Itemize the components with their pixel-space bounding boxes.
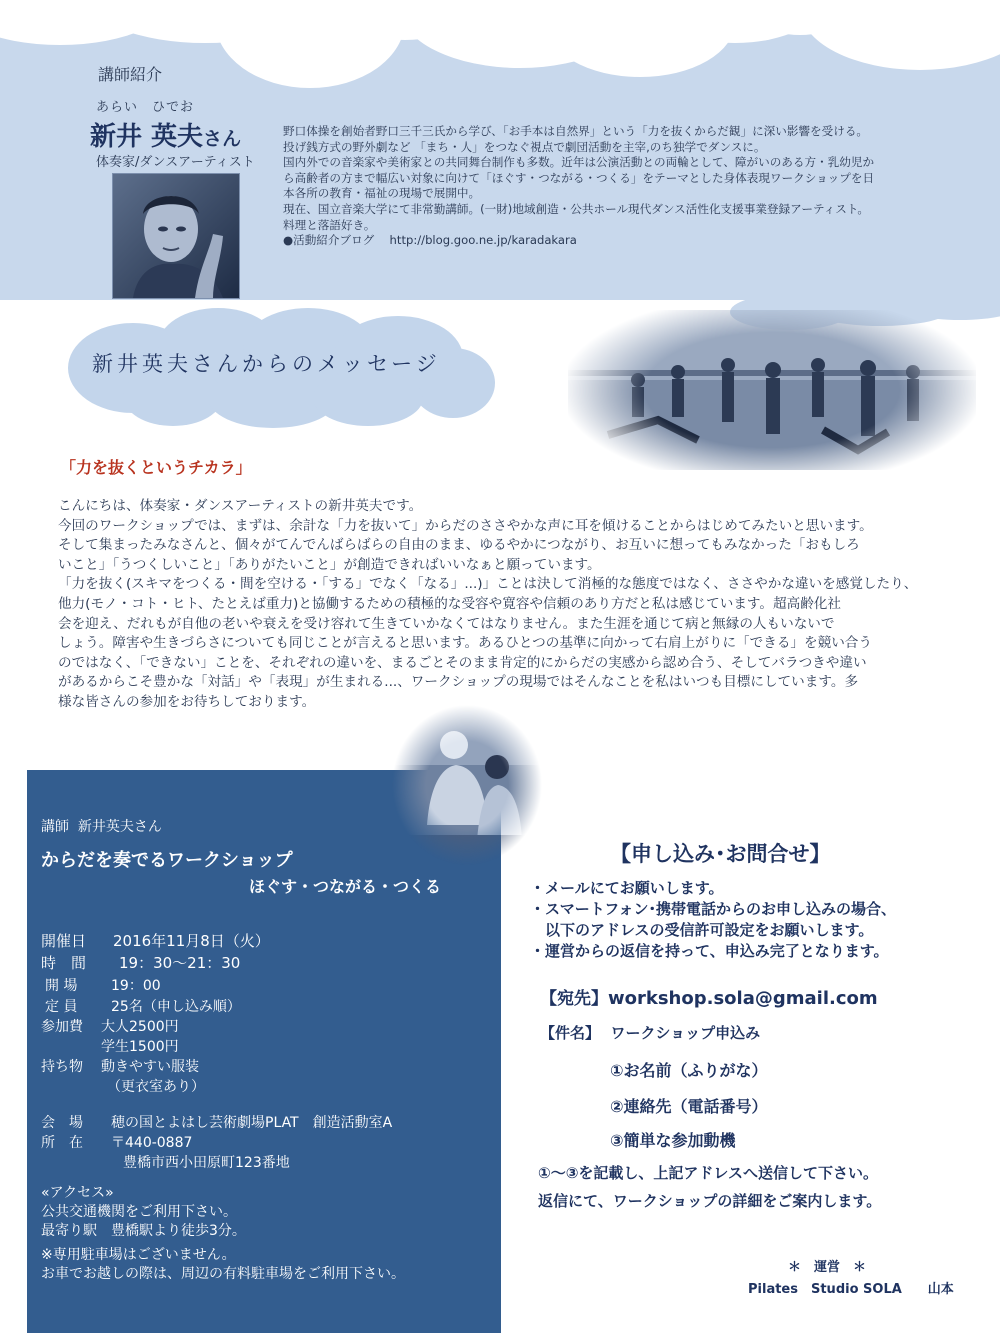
apply-line: ・スマートフォン･携帯電話からのお申し込みの場合、 [530, 900, 897, 918]
bio-line: 野口体操を創始者野口三千三氏から学び、「お手本は自然界」という「力を抜くからだ観」に深い影響を受ける。 [283, 124, 869, 138]
event-access [41, 1184, 246, 1241]
event-parking [41, 1246, 405, 1284]
event-open [45, 975, 161, 995]
message-line: 今回のワークショップでは、まずは、余計な「力を抜いて」からだのささやかな声に耳を傾けることからはじめてみたいと思います。 [58, 517, 873, 534]
instructor-bio [283, 124, 973, 249]
event-capacity-value: 25名（申し込み順） [111, 999, 241, 1015]
instructor-honorific: さん [203, 128, 242, 150]
event-time-label: 時 間 [41, 954, 87, 972]
message-body [58, 497, 958, 713]
event-time-value: 19：30～21：30 [119, 954, 241, 972]
workshop-photo-icon [568, 310, 976, 470]
event-fee [41, 1016, 179, 1036]
event-instructor-label: 講師 [41, 819, 69, 835]
event-date-value: 2016年11月8日（火） [113, 932, 270, 950]
message-line: 様な皆さんの参加をお待ちしております。 [58, 693, 316, 710]
apply-item: ③簡単な参加動機 [610, 1131, 736, 1150]
message-line: があるからこそ豊かな「対話」や「表現」が生まれる...、ワークショップの現場ではそんなことを私はいつも目標にしています。多 [58, 674, 859, 691]
participants-photo [392, 705, 542, 865]
apply-note: 返信にて、ワークショップの詳細をご案内します。 [538, 1192, 882, 1210]
event-time [41, 952, 240, 973]
message-line: 「力を抜く(スキマをつくる・間を空ける・「する」でなく「なる」...)」ことは決して消極的な態度ではなく、ささやかな違いを感覚したり、 [58, 576, 918, 593]
apply-item: ②連絡先（電話番号） [610, 1097, 768, 1116]
apply-address [540, 984, 878, 1009]
event-instructor-name: 新井英夫さん [77, 819, 162, 835]
message-line: いこと」「うつくしいこと」「ありがたいこと」が創造できればいいなぁと願っています。 [58, 556, 601, 573]
event-subtitle: ほぐす・つながる・つくる [249, 877, 442, 896]
event-date [41, 930, 270, 951]
apply-title: 【申し込み･お問合せ】 [610, 842, 831, 866]
event-open-value: 19：00 [111, 978, 161, 994]
instructor-furigana: あらい ひでお [96, 100, 195, 115]
apply-line: ・メールにてお願いします。 [530, 879, 724, 897]
apply-subject-value: ワークショップ申込み [610, 1024, 761, 1042]
event-bring-value: 動きやすい服装 [101, 1059, 199, 1075]
message-line: しょう。障害や生きづらさについても同じことが言えると思います。あるひとつの基準に向かって右肩上がりに「できる」を競い合う [58, 635, 872, 652]
blog-link[interactable]: ●活動紹介ブログ http://blog.goo.ne.jp/karadakara [283, 233, 577, 248]
event-bring-label: 持ち物 [41, 1059, 83, 1075]
event-bring-note: （更衣室あり） [107, 1079, 205, 1095]
parking-line: お車でお越しの際は、周辺の有料駐車場をご利用下さい。 [41, 1266, 405, 1282]
event-bring [41, 1056, 199, 1076]
event-instructor [41, 816, 162, 836]
apply-line: ・運営からの返信を持って、申込み完了となります。 [530, 942, 889, 960]
apply-subject [540, 1022, 760, 1043]
event-address-label: 所 在 [41, 1135, 83, 1151]
access-line: 公共交通機関をご利用下さい。 [41, 1204, 237, 1220]
event-postal: 〒440-0887 [111, 1135, 193, 1151]
instructor-portrait [112, 173, 240, 299]
message-line: のではなく、「できない」ことを、それぞれの違いを、まるごとそのまま肯定的にからだの実感から認め合う、そしてバラつきや違い [58, 654, 867, 671]
workshop-photo [568, 310, 976, 470]
instructor-name [90, 116, 241, 153]
event-address-street: 豊橋市西小田原町123番地 [123, 1155, 290, 1171]
message-line: こんにちは、体奏家・ダンスアーティストの新井英夫です。 [58, 498, 423, 514]
event-capacity-label: 定 員 [45, 999, 78, 1015]
event-capacity [45, 996, 241, 1016]
message-line: 他力(モノ・コト・ヒト、たとえば重力)と協働するための積極的な受容や寛容や信頼のあり方だと私は感じています。超高齢化社 [58, 595, 841, 612]
event-fee-adult: 大人2500円 [101, 1019, 179, 1035]
bio-line: 料理と落語好き。 [283, 217, 376, 232]
event-venue-value: 穂の国とよはし芸術劇場PLAT 創造活動室A [111, 1115, 393, 1131]
apply-address-label: 【宛先】 [540, 989, 608, 1009]
message-quote-heading: 「力を抜くというチカラ」 [60, 458, 252, 477]
parking-line: ※専用駐車場はございません。 [41, 1247, 236, 1263]
event-address [41, 1132, 192, 1152]
access-line: 最寄り駅 豊橋駅より徒歩3分。 [41, 1223, 246, 1239]
apply-instructions [530, 878, 896, 962]
event-fee-label: 参加費 [41, 1019, 83, 1035]
event-fee-student: 学生1500円 [101, 1039, 179, 1055]
event-title: からだを奏でるワークショップ [41, 850, 293, 871]
apply-subject-label: 【件名】 [540, 1024, 601, 1042]
message-line: そして集まったみなさんと、個々がてんでんばらばらの自由のまま、ゆるやかにつながり、お互いに想ってもみなかった「おもしろ [58, 537, 860, 554]
event-venue-label: 会 場 [41, 1115, 83, 1131]
message-line: 会を迎え、だれもが自他の老いや衰えを受け容れて生きていかなくてはなりません。また生涯を通じて病と無縁の人もいないで [58, 615, 835, 632]
apply-item: ①お名前（ふりがな） [610, 1061, 768, 1080]
bio-line: 国内外での音楽家や美術家との共同舞台制作も多数。近年は公演活動との両輪として、障がいのある方・乳幼児か [283, 155, 875, 170]
apply-note: ①～③を記載し、上記アドレスへ送信して下さい。 [538, 1164, 878, 1182]
organizer-name: Pilates Studio SOLA 山本 [748, 1282, 954, 1297]
bio-line: 投げ銭方式の野外劇など 「まち・人」をつなぐ視点で劇団活動を主宰,のち独学でダンスに。 [283, 139, 766, 154]
portrait-photo-icon [113, 174, 239, 298]
event-open-label: 開 場 [45, 978, 78, 994]
email-link[interactable]: workshop.sola@gmail.com [608, 988, 878, 1009]
bio-line: 現在、国立音楽大学にて非常勤講師。(一財)地域創造・公共ホール現代ダンス活性化支援事業登録アーティスト。 [283, 201, 869, 216]
event-venue [41, 1112, 392, 1132]
instructor-name-text: 新井 英夫 [90, 122, 204, 152]
bio-line: ら高齢者の方まで幅広い対象に向けて「ほぐす・つながる・つくる」をテーマとした身体表現ワークショップを日 [283, 170, 875, 185]
organizer-label: ＊ 運営 ＊ [788, 1260, 867, 1275]
access-heading: «アクセス» [41, 1185, 114, 1201]
message-title: 新井英夫さんからのメッセージ [92, 352, 441, 376]
bio-line: 本各所の教育・福祉の現場で展開中。 [283, 186, 481, 201]
instructor-role: 体奏家/ダンスアーティスト [96, 155, 255, 170]
participants-photo-icon [392, 705, 542, 865]
instructor-intro-heading: 講師紹介 [98, 65, 163, 84]
event-date-label: 開催日 [41, 932, 87, 950]
apply-line: 以下のアドレスの受信許可設定をお願いします。 [530, 921, 874, 939]
